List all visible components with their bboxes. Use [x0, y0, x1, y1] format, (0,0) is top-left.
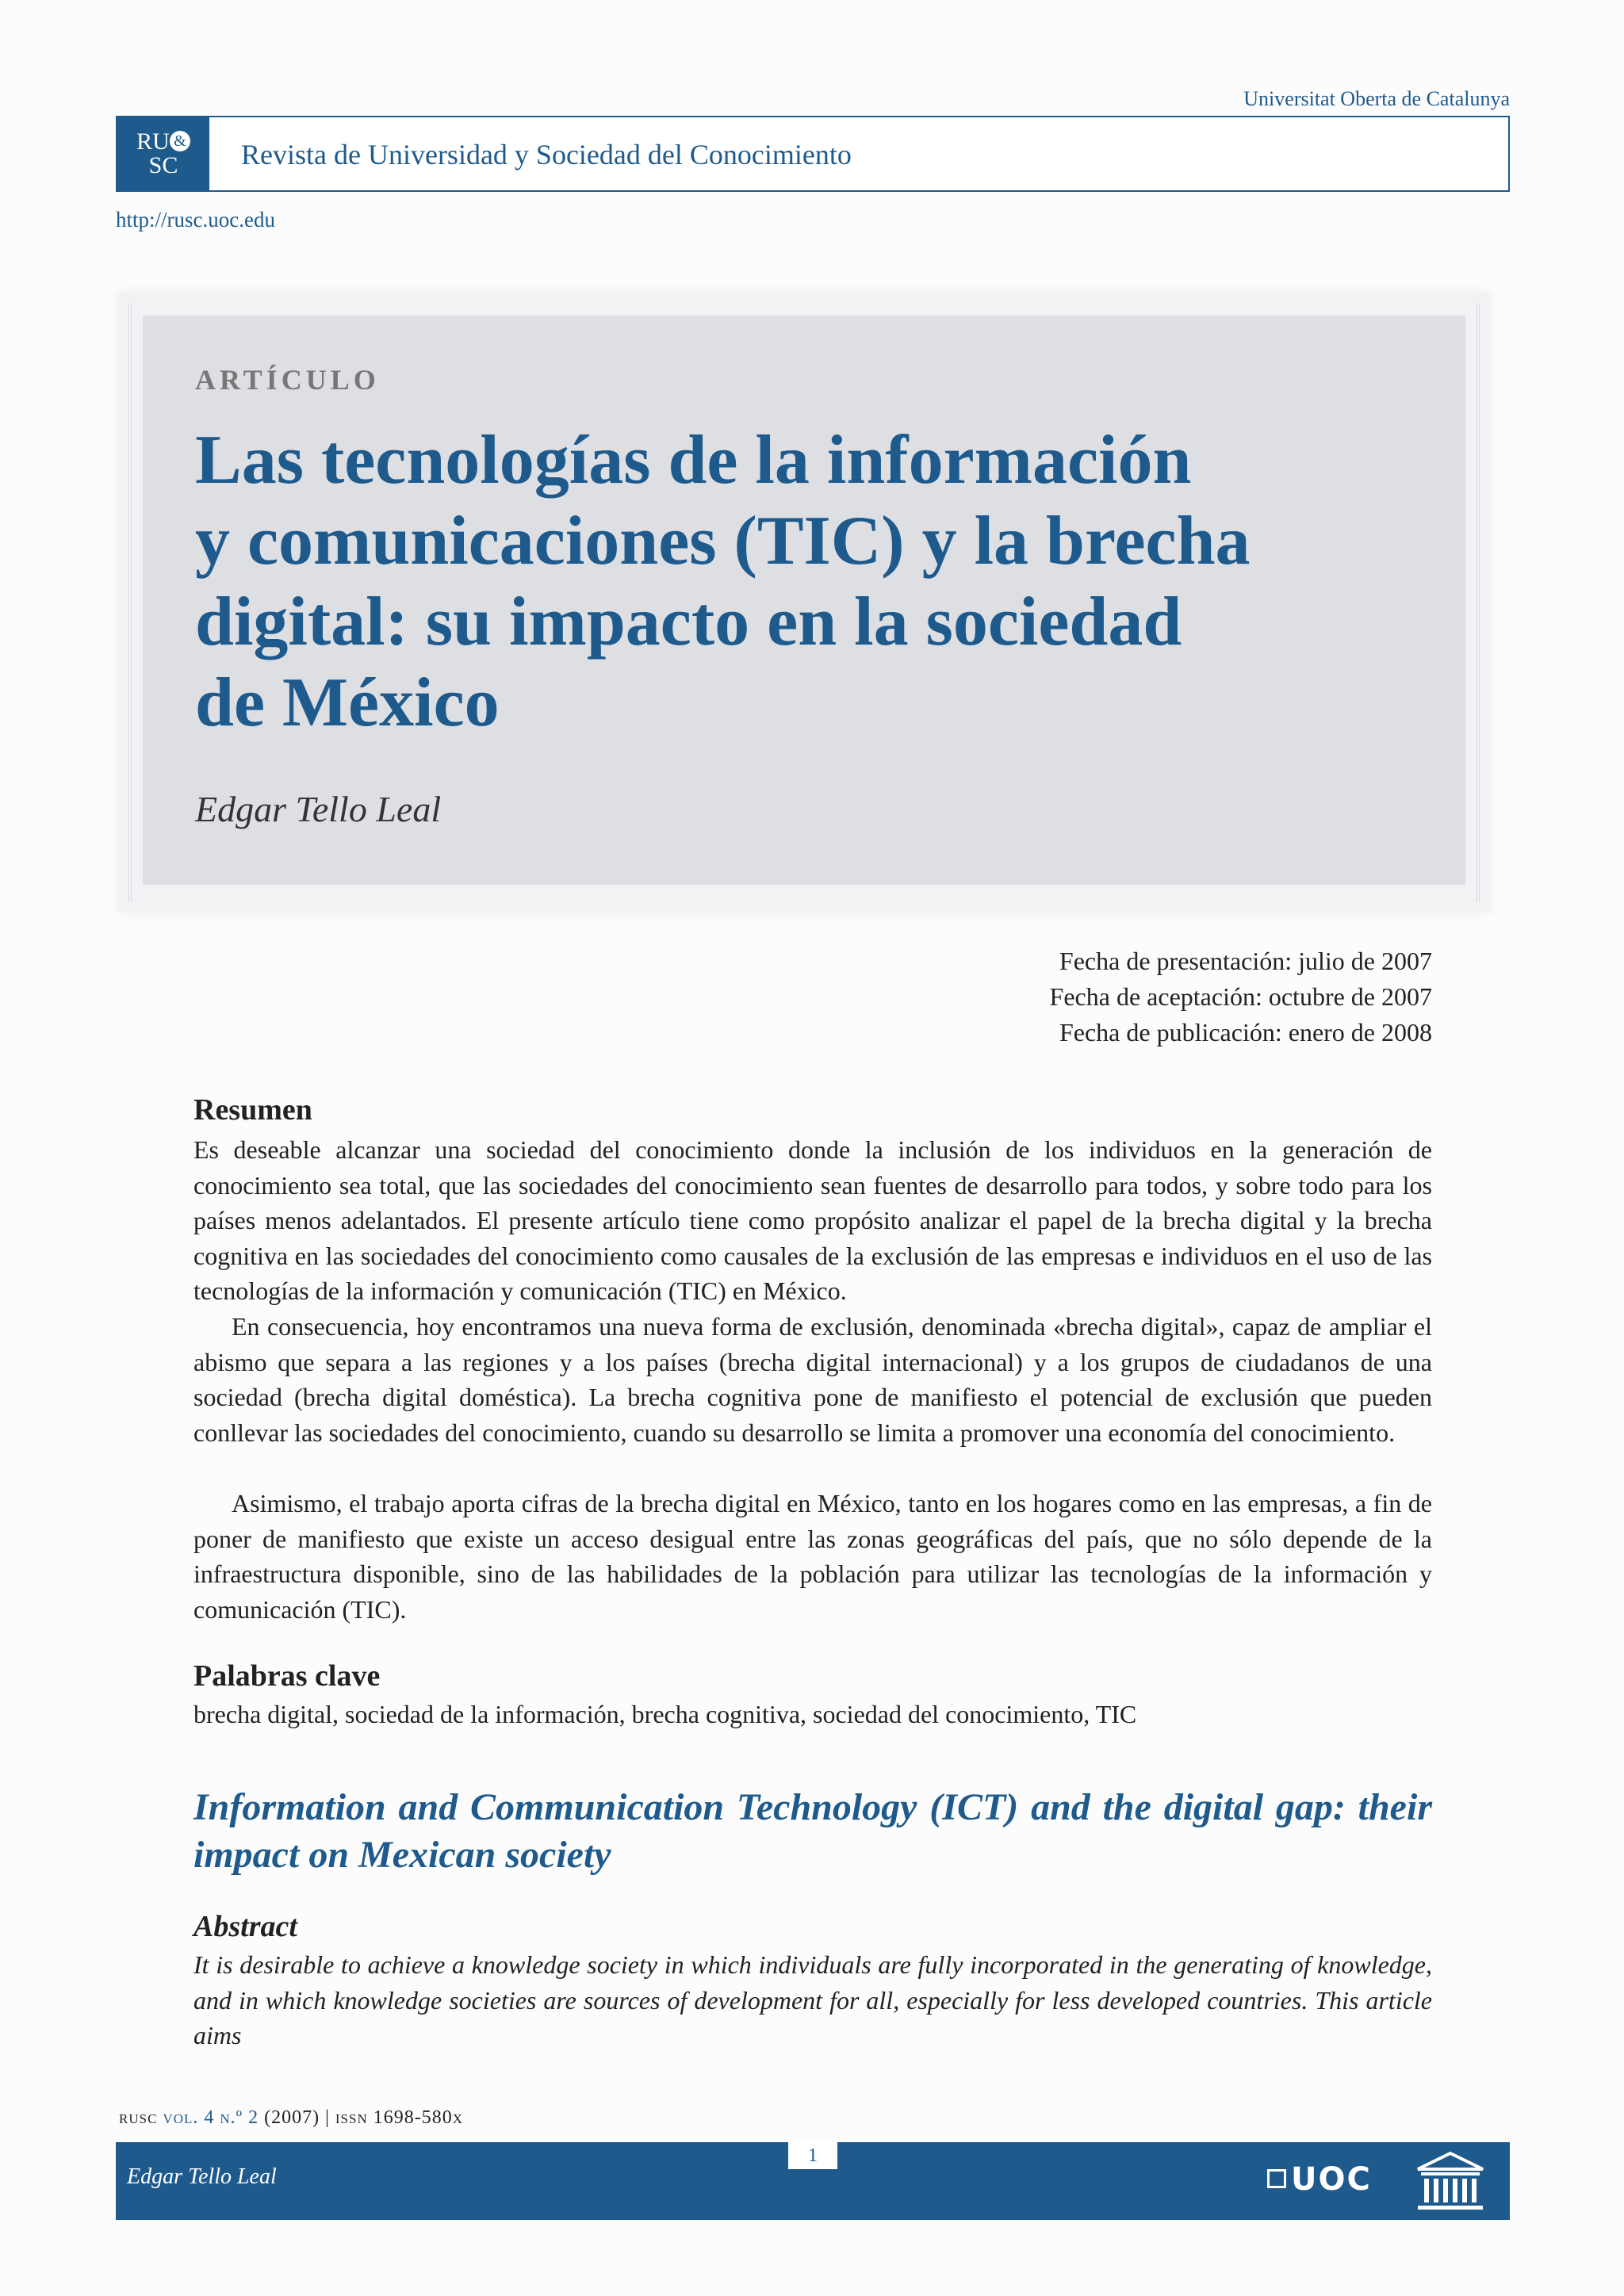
university-name: Universitat Oberta de Catalunya — [1243, 87, 1510, 110]
citation-journal: rusc — [119, 2107, 158, 2128]
citation-line — [119, 2107, 463, 2129]
resumen-heading: Resumen — [193, 1093, 312, 1127]
section-kicker: ARTÍCULO — [195, 364, 380, 396]
unesco-logo — [1415, 2150, 1486, 2218]
publication-dates — [1050, 943, 1432, 1050]
uoc-logo — [1267, 2161, 1372, 2198]
keywords-heading: Palabras clave — [193, 1659, 381, 1693]
journal-title: Revista de Universidad y Sociedad del Conocimiento — [241, 139, 852, 170]
abstract-text: It is desirable to achieve a knowledge society in which individuals are fully incorporated in the generating of knowledge, and in which knowledge societies are sources of development for all, especially for less developed countries. This article aims — [193, 1950, 1432, 2049]
title-line: digital: su impacto en la sociedad — [195, 584, 1182, 660]
uoc-logo-text: UOC — [1291, 2161, 1372, 2198]
logo-text-sc: SC — [148, 152, 178, 178]
title-line: y comunicaciones (TIC) y la brecha — [195, 503, 1251, 580]
title-line: de México — [195, 664, 500, 741]
journal-masthead — [116, 116, 1510, 192]
article-author: Edgar Tello Leal — [195, 789, 442, 829]
footer-author: Edgar Tello Leal — [127, 2164, 277, 2189]
logo-ampersand: & — [170, 131, 190, 151]
abstract-heading: Abstract — [193, 1910, 297, 1943]
uoc-square-icon — [1267, 2169, 1286, 2188]
publication-date: Fecha de publicación: enero de 2008 — [1059, 1018, 1432, 1047]
english-title: Information and Communication Technology (ICT) and the digital gap: their impact on Mexican society — [193, 1786, 1432, 1876]
resumen-paragraph: En consecuencia, hoy encontramos una nueva forma de exclusión, denominada «brecha digital», capaz de ampliar el abismo que separa a las regiones y a los países (brecha digital internacional) y a los grupos de ciudadanos de una sociedad (brecha digital doméstica). La brecha cognitiva pone de manifiesto el potencial de exclusión que pueden conllevar las sociedades del conocimiento, cuando su desarrollo se limita a promover una economía del conocimiento. — [193, 1312, 1432, 1447]
unesco-temple-icon — [1415, 2150, 1486, 2214]
submission-date: Fecha de presentación: julio de 2007 — [1059, 947, 1432, 975]
citation-volume: vol. 4 n.º 2 — [157, 2107, 259, 2128]
article-title — [195, 420, 1385, 744]
acceptance-date: Fecha de aceptación: octubre de 2007 — [1049, 982, 1432, 1011]
page-number: 1 — [788, 2142, 837, 2169]
journal-url-link[interactable]: http://rusc.uoc.edu — [116, 208, 275, 232]
resumen-paragraph: Es deseable alcanzar una sociedad del conocimiento donde la inclusión de los individuos en la generación de conocimiento sea total, que las sociedades del conocimiento sean fuentes de desarrollo para todos, y sobre todo para los países menos adelantados. El presente artículo tiene como propósito analizar el papel de la brecha digital y la brecha cognitiva en las sociedades del conocimiento como causales de la exclusión de las empresas e individuos en el uso de las tecnologías de la información y comunicación (TIC) en México. — [193, 1135, 1432, 1305]
keywords-text: brecha digital, sociedad de la información, brecha cognitiva, sociedad del conocimiento, TIC — [193, 1700, 1137, 1728]
citation-issn: (2007) | issn 1698-580x — [259, 2107, 463, 2128]
title-line: Las tecnologías de la información — [195, 422, 1192, 499]
logo-text-ru: RU — [136, 128, 170, 155]
resumen-paragraph: Asimismo, el trabajo aporta cifras de la brecha digital en México, tanto en los hogares como en las empresas, a fin de poner de manifiesto que existe un acceso desigual entre las zonas geográficas del país, que no sólo depende de la infraestructura disponible, sino de las habilidades de la población para utilizar las tecnologías de la información y comunicación (TIC). — [193, 1489, 1432, 1624]
rusc-logo — [117, 117, 209, 190]
